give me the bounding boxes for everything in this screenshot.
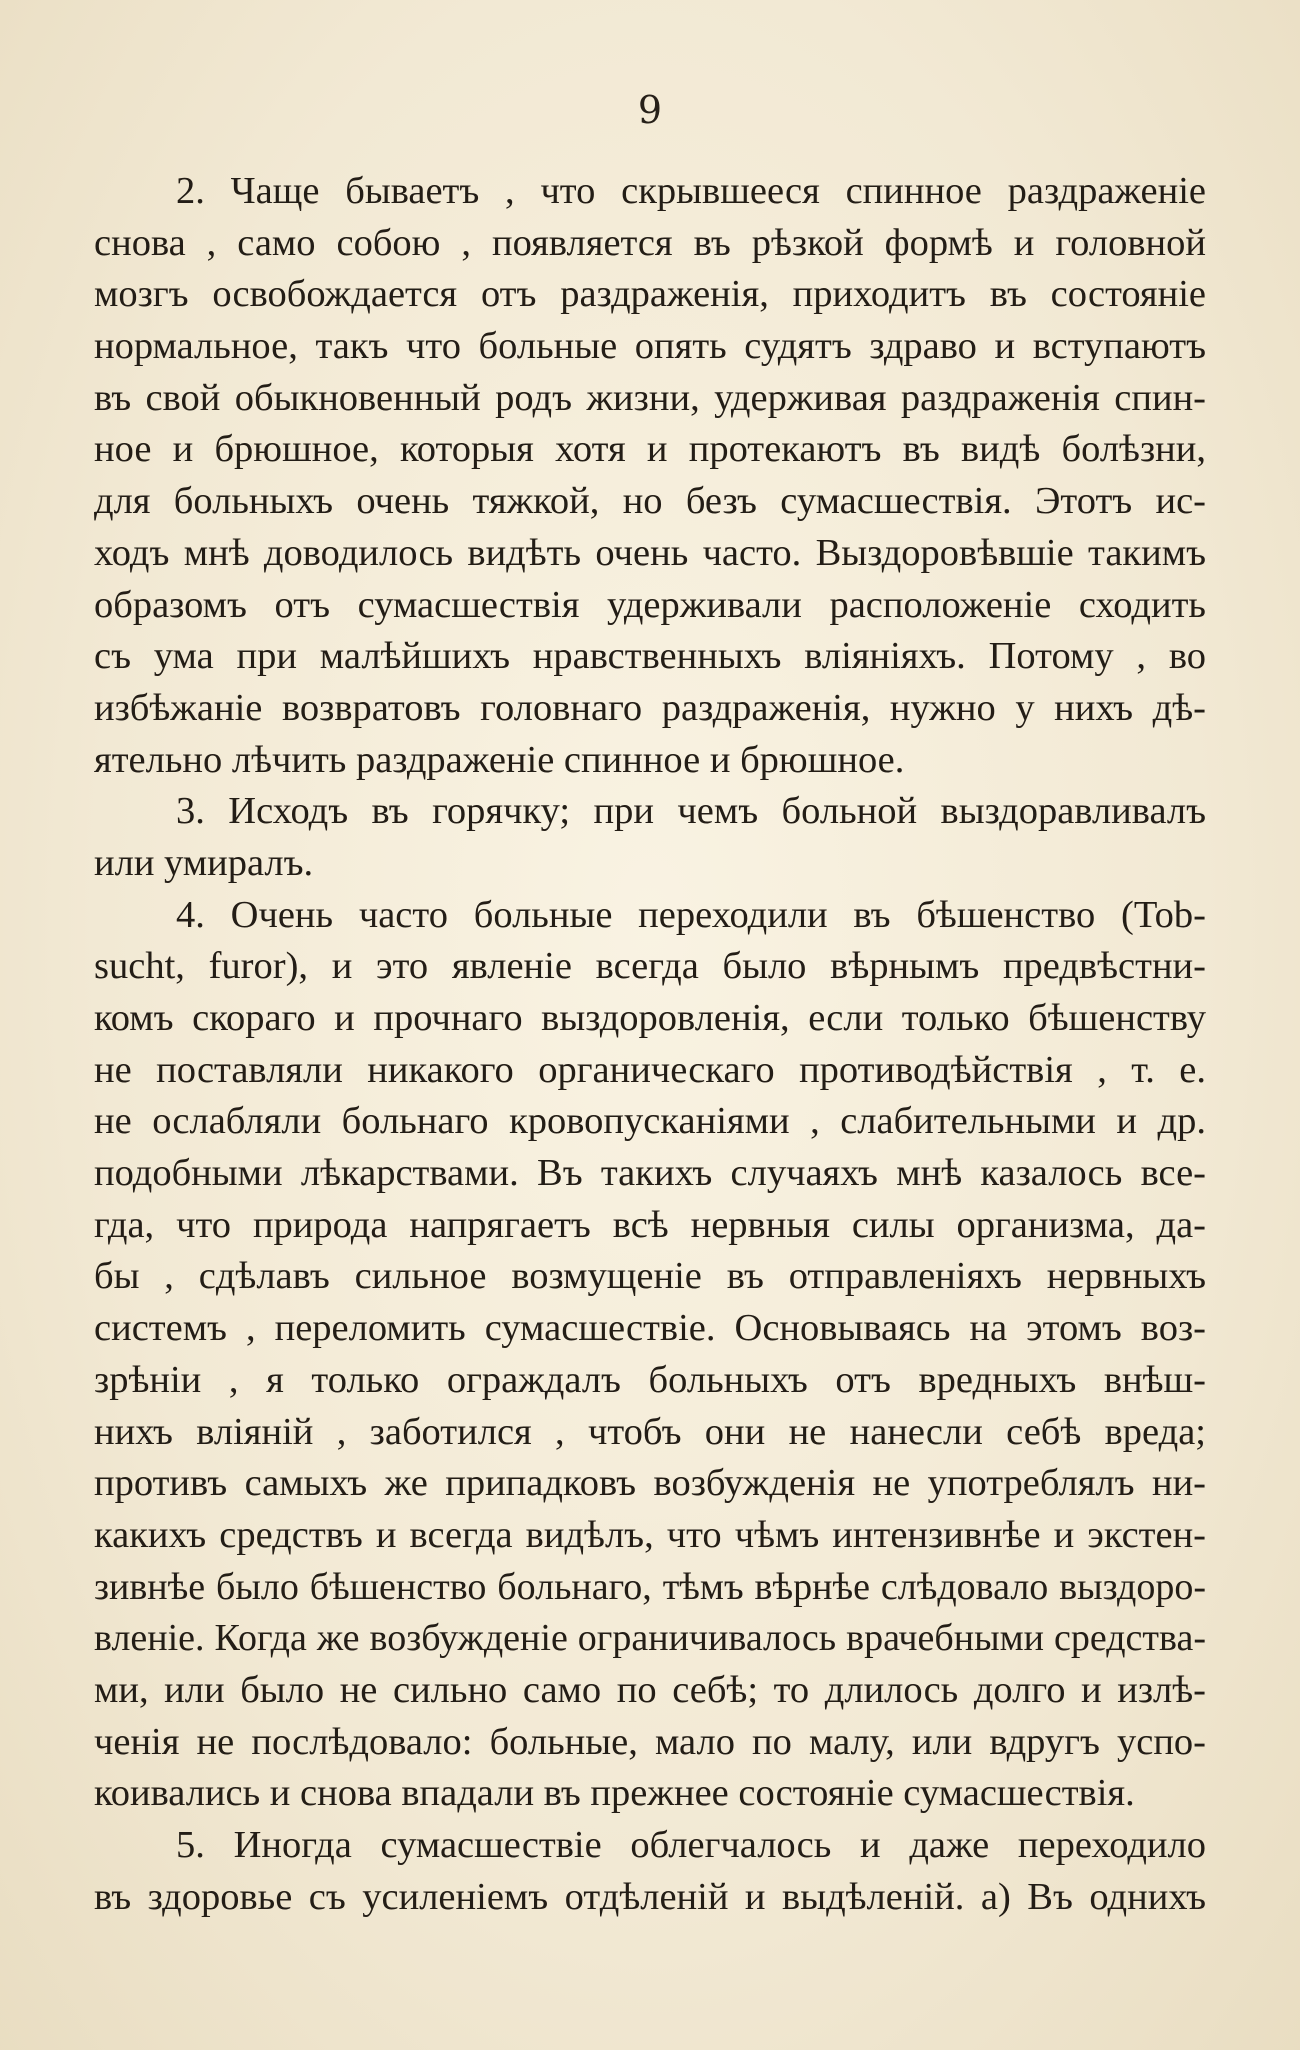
- text-line: гда, что природа напрягаетъ всѣ нервныя силы организма, да-: [94, 1203, 1206, 1246]
- text-line: не поставляли никакого органическаго противодѣйствія , т. е.: [94, 1048, 1206, 1091]
- text-line: въ здоровье съ усиленіемъ отдѣленій и выдѣленій. а) Въ однихъ: [94, 1875, 1206, 1918]
- text-line: коивались и снова впадали въ прежнее состояніе сумасшествія.: [94, 1772, 1135, 1815]
- text-line: не ослабляли больнаго кровопусканіями , слабительными и др.: [94, 1100, 1206, 1143]
- text-line: избѣжаніе возвратовъ головнаго раздраженія, нужно у нихъ дѣ-: [94, 686, 1206, 729]
- text-line: нормальное, такъ что больные опять судятъ здраво и вступаютъ: [94, 325, 1206, 368]
- text-line: системъ , переломить сумасшествіе. Основываясь на этомъ воз-: [94, 1307, 1206, 1350]
- text-line: мозгъ освобождается отъ раздраженія, приходитъ въ состояніе: [94, 273, 1206, 316]
- text-line: зрѣніи , я только ограждалъ больныхъ отъ вредныхъ внѣш-: [94, 1358, 1206, 1401]
- text-line: ное и брюшное, которыя хотя и протекаютъ въ видѣ болѣзни,: [94, 428, 1206, 471]
- text-line: для больныхъ очень тяжкой, но безъ сумасшествія. Этотъ ис-: [94, 480, 1206, 523]
- text-line: или умиралъ.: [94, 841, 314, 884]
- text-line: образомъ отъ сумасшествія удерживали расположеніе сходить: [94, 583, 1206, 626]
- text-line: ми, или было не сильно само по себѣ; то длилось долго и излѣ-: [94, 1668, 1206, 1711]
- text-line: нихъ вліяній , заботился , чтобъ они не нанесли себѣ вреда;: [94, 1410, 1206, 1453]
- text-line: 2. Чаще бываетъ , что скрывшееся спинное раздраженіе: [176, 170, 1206, 212]
- text-line: 4. Очень часто больные переходили въ бѣшенство (Tob-: [176, 893, 1206, 936]
- text-line: съ ума при малѣйшихъ нравственныхъ вліяніяхъ. Потому , во: [94, 635, 1206, 678]
- text-line: ченія не послѣдовало: больные, мало по малу, или вдругъ успо-: [94, 1720, 1206, 1763]
- text-line: противъ самыхъ же припадковъ возбужденія не употреблялъ ни-: [94, 1462, 1206, 1505]
- text-line: ятельно лѣчить раздраженіе спинное и брюшное.: [94, 738, 905, 781]
- text-line: вленіе. Когда же возбужденіе ограничивалось врачебными средства-: [94, 1617, 1206, 1660]
- text-line: комъ скораго и прочнаго выздоровленія, если только бѣшенству: [94, 997, 1206, 1039]
- text-line: въ свой обыкновенный родъ жизни, удерживая раздраженія спин-: [94, 376, 1206, 419]
- text-line: sucht, furor), и это явленіе всегда было вѣрнымъ предвѣстни-: [94, 945, 1206, 988]
- text-line: ходъ мнѣ доводилось видѣть очень часто. Выздоровѣвшіе такимъ: [94, 531, 1206, 574]
- text-line: подобными лѣкарствами. Въ такихъ случаяхъ мнѣ казалось все-: [94, 1152, 1206, 1195]
- page-number: 9: [637, 88, 663, 132]
- text-line: снова , само собою , появляется въ рѣзкой формѣ и головной: [94, 221, 1206, 264]
- text-line: 5. Иногда сумасшествіе облегчалось и даже переходило: [176, 1824, 1206, 1866]
- text-line: какихъ средствъ и всегда видѣлъ, что чѣмъ интензивнѣе и экстен-: [94, 1513, 1206, 1556]
- text-line: бы , сдѣлавъ сильное возмущеніе въ отправленіяхъ нервныхъ: [94, 1255, 1206, 1298]
- text-line: 3. Исходъ въ горячку; при чемъ больной выздоравливалъ: [176, 790, 1206, 833]
- text-line: зивнѣе было бѣшенство больнаго, тѣмъ вѣрнѣе слѣдовало выздоро-: [94, 1565, 1206, 1608]
- body-text: [94, 166, 1206, 1923]
